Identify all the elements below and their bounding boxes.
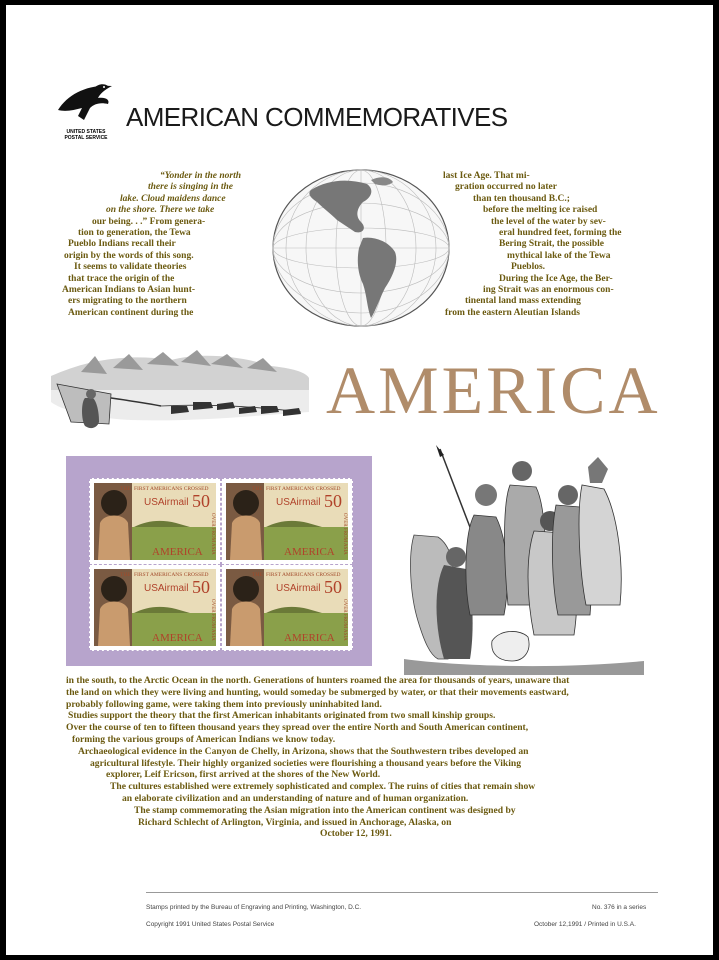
body-line: explorer, Leif Ericson, first arrived at the shores of the New World. xyxy=(106,769,381,781)
stamp-top-line: FIRST AMERICANS CROSSED xyxy=(134,486,209,492)
body-line: The cultures established were extremely sophisticated and complex. The ruins of cities that remain show xyxy=(110,781,536,793)
intro-line: the level of the water by sev- xyxy=(491,216,606,227)
stamp-top-line: FIRST AMERICANS CROSSED xyxy=(266,486,341,492)
stamp-airmail-label: USAirmail xyxy=(144,583,189,594)
stamp-country: AMERICA xyxy=(284,632,335,644)
series-number: No. 376 in a series xyxy=(592,904,647,911)
stamp-airmail-label: USAirmail xyxy=(276,497,321,508)
intro-line: ers migrating to the northern xyxy=(68,296,187,307)
intro-line: tion to generation, the Tewa xyxy=(78,228,191,239)
page-title: AMERICAN COMMEMORATIVES xyxy=(126,102,508,132)
stamp-block-panel xyxy=(66,456,372,666)
body-line: in the south, to the Arctic Ocean in the north. Generations of hunters roamed the area for thousands of years, unaware that xyxy=(66,675,570,686)
stamp xyxy=(89,478,221,565)
intro-line: Pueblos. xyxy=(511,262,546,273)
intro-line: lake. Cloud maidens dance xyxy=(120,193,226,204)
stamp-top-line: FIRST AMERICANS CROSSED xyxy=(266,572,341,578)
body-line: The stamp commemorating the Asian migration into the American continent was designed by xyxy=(134,804,516,816)
intro-line: eral hundred feet, forming the xyxy=(499,228,622,239)
intro-line: Bering Strait, the possible xyxy=(499,239,605,250)
america-banner-word: AMERICA xyxy=(326,352,661,428)
stamp-value: 50 xyxy=(324,577,342,597)
stamp-the-label: THE xyxy=(252,486,263,492)
body-line: Over the course of ten to fifteen thousand years they spread over the entire North and South American continent, xyxy=(66,722,529,734)
intro-line: origin by the words of this song. xyxy=(64,250,194,261)
stamp-country: AMERICA xyxy=(152,632,203,644)
body-line: agricultural lifestyle. Their highly organized societies were flourishing a thousand years before the Viking xyxy=(90,757,522,769)
body-line: the land on which they were living and hunting, would someday be submerged by water, or that their movements eastward, xyxy=(66,686,569,698)
intro-line: Pueblo Indians recall their xyxy=(68,239,176,250)
intro-right-column xyxy=(443,171,658,319)
usps-wordmark: UNITED STATES POSTAL SERVICE xyxy=(64,129,108,141)
stamp-side-text: OVER FROM ASIA xyxy=(342,513,347,555)
stamp-side-text: OVER FROM ASIA xyxy=(210,513,215,555)
stamp-the-label: THE xyxy=(120,572,131,578)
intro-line: that trace the origin of the xyxy=(68,273,175,284)
hunters-group-engraving xyxy=(404,445,644,675)
commemorative-panel-page xyxy=(6,5,713,955)
stamp-country: AMERICA xyxy=(152,546,203,558)
stamp xyxy=(221,564,353,651)
body-line: probably following game, were taking them into previously uninhabited land. xyxy=(66,698,382,710)
body-line: Archaeological evidence in the Canyon de Chelly, in Arizona, shows that the Southwestern tribes developed an xyxy=(78,745,529,757)
intro-line: During the Ice Age, the Ber- xyxy=(499,273,613,284)
intro-line: from the eastern Aleutian Islands xyxy=(445,307,580,318)
print-date: October 12,1991 / Printed in U.S.A. xyxy=(534,921,636,928)
intro-line: last Ice Age. That mi- xyxy=(443,171,530,181)
stamp-airmail-label: USAirmail xyxy=(144,497,189,508)
intro-left-column xyxy=(62,171,278,319)
footer-divider xyxy=(146,892,658,893)
intro-line: on the shore. There we take xyxy=(106,205,215,216)
body-line: Richard Schlecht of Arlington, Virginia, and issued in Anchorage, Alaska, on xyxy=(138,816,452,828)
stamp-airmail-label: USAirmail xyxy=(276,583,321,594)
body-line: October 12, 1991. xyxy=(320,828,392,840)
body-text xyxy=(66,675,666,840)
body-line: an elaborate civilization and an understanding of nature and of human organization. xyxy=(122,792,469,804)
stamp-side-text: OVER FROM ASIA xyxy=(210,599,215,641)
body-line: Studies support the theory that the first American inhabitants originated from two small kinship groups. xyxy=(68,710,496,722)
stamp-value: 50 xyxy=(192,577,210,597)
globe-illustration xyxy=(271,168,451,328)
intro-line: there is singing in the xyxy=(148,182,233,193)
intro-line: our being. . .” From genera- xyxy=(92,216,206,227)
intro-line: tinental land mass extending xyxy=(465,296,581,307)
intro-line: gration occurred no later xyxy=(455,182,557,193)
stamp xyxy=(89,564,221,651)
printer-credit: Stamps printed by the Bureau of Engraving and Printing, Washington, D.C. xyxy=(146,904,362,911)
stamp-value: 50 xyxy=(192,491,210,511)
stamp-top-line: FIRST AMERICANS CROSSED xyxy=(134,572,209,578)
body-line: forming the various groups of American Indians we know today. xyxy=(72,733,336,745)
intro-line: ing Strait was an enormous con- xyxy=(483,285,614,296)
copyright-notice: Copyright 1991 United States Postal Service xyxy=(146,921,275,928)
dog-sled-engraving xyxy=(51,350,311,440)
stamp-the-label: THE xyxy=(252,572,263,578)
stamp-value: 50 xyxy=(324,491,342,511)
intro-line: American continent during the xyxy=(68,307,194,318)
intro-line: American Indians to Asian hunt- xyxy=(62,285,196,296)
stamp-side-text: OVER FROM ASIA xyxy=(342,599,347,641)
intro-line: “Yonder in the north xyxy=(160,171,242,181)
intro-line: before the melting ice raised xyxy=(483,205,598,216)
intro-line: It seems to validate theories xyxy=(74,262,187,273)
stamp-country: AMERICA xyxy=(284,546,335,558)
intro-line: than ten thousand B.C.; xyxy=(473,193,570,204)
stamp-the-label: THE xyxy=(120,486,131,492)
stamp xyxy=(221,478,353,565)
intro-line: mythical lake of the Tewa xyxy=(507,250,611,261)
